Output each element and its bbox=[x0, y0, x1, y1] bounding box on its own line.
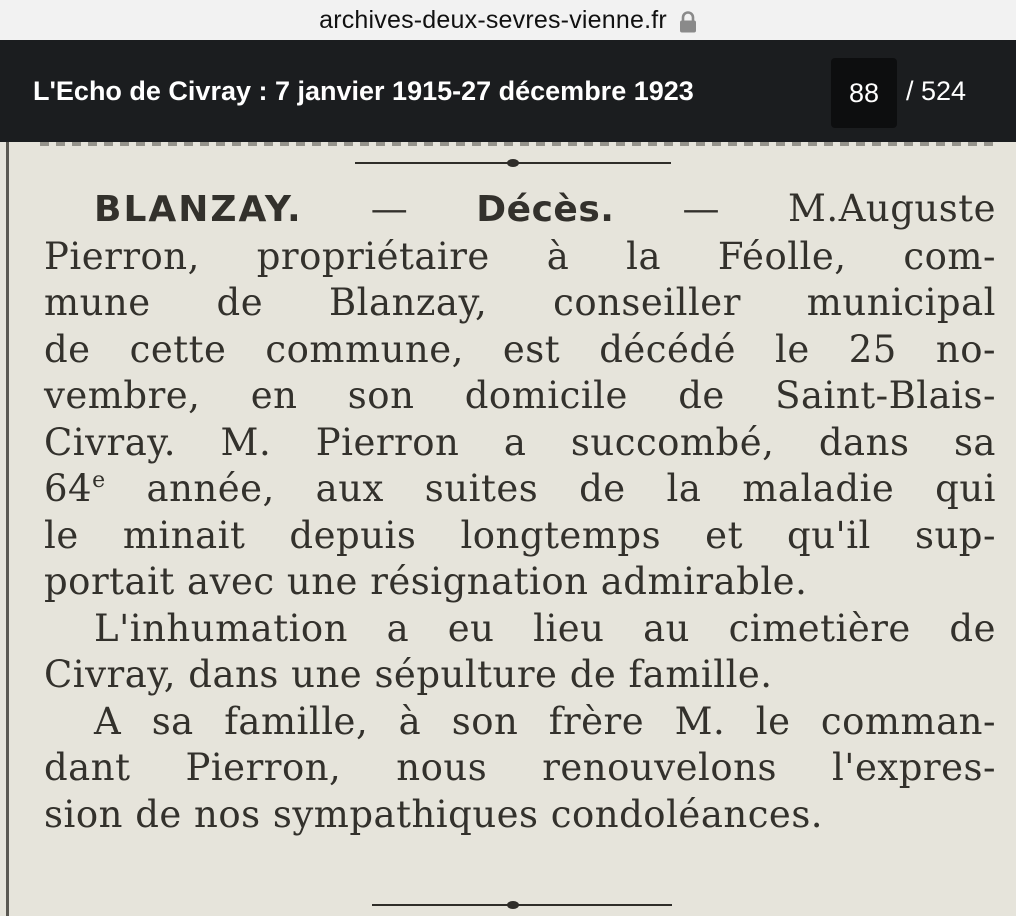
ordinal-suffix: e bbox=[92, 468, 106, 493]
top-divider-ornament bbox=[507, 159, 519, 167]
page-number-input[interactable]: 88 bbox=[831, 58, 897, 128]
dash: — bbox=[682, 187, 720, 230]
article-line: vembre, en son domicile de Saint-Blais- bbox=[44, 374, 996, 417]
viewer-toolbar bbox=[0, 40, 1016, 142]
article-line: sion de nos sympathiques condoléances. bbox=[44, 792, 824, 836]
article-line: L'inhumation a eu lieu au cimetière de bbox=[94, 606, 996, 650]
article-line: A sa famille, à son frère M. le comman- bbox=[94, 699, 996, 743]
dash: — bbox=[370, 187, 409, 230]
article-line-text: année, aux suites de la maladie qui bbox=[146, 467, 996, 510]
article-line: mune de Blanzay, conseiller municipal bbox=[44, 281, 996, 324]
bottom-divider-ornament bbox=[507, 901, 519, 909]
article-line: dant Pierron, nous renouvelons l'expres- bbox=[44, 746, 996, 789]
lock-icon bbox=[679, 11, 697, 33]
article-line: Pierron, propriétaire à la Féolle, com- bbox=[44, 234, 996, 278]
column-rule bbox=[6, 142, 9, 916]
article-line bbox=[44, 466, 996, 513]
article-line: portait avec une résignation admirable. bbox=[44, 560, 808, 603]
ordinal-number: 64 bbox=[44, 467, 93, 510]
article-line: de cette commune, est décédé le 25 no- bbox=[44, 327, 996, 371]
article-line-text: M.Auguste bbox=[788, 187, 997, 230]
article-topic: Décès. bbox=[476, 189, 615, 230]
article-line: le minait depuis longtemps et qu'il sup- bbox=[44, 513, 996, 557]
article-line: Civray, dans une sépulture de famille. bbox=[44, 653, 773, 696]
document-title: L'Echo de Civray : 7 janvier 1915-27 décembre 1923 bbox=[33, 76, 694, 106]
bottom-divider bbox=[372, 904, 672, 906]
article-place: BLANZAY. bbox=[94, 189, 303, 230]
browser-address-bar[interactable] bbox=[0, 0, 1016, 40]
page-total: / 524 bbox=[906, 76, 967, 106]
cropped-text-above bbox=[40, 142, 1000, 146]
url-text[interactable]: archives-deux-sevres-vienne.fr bbox=[319, 5, 667, 34]
article-line bbox=[44, 186, 996, 234]
article-text bbox=[44, 186, 996, 838]
article-line: Civray. M. Pierron a succombé, dans sa bbox=[44, 420, 996, 464]
newspaper-scan bbox=[0, 142, 1016, 916]
